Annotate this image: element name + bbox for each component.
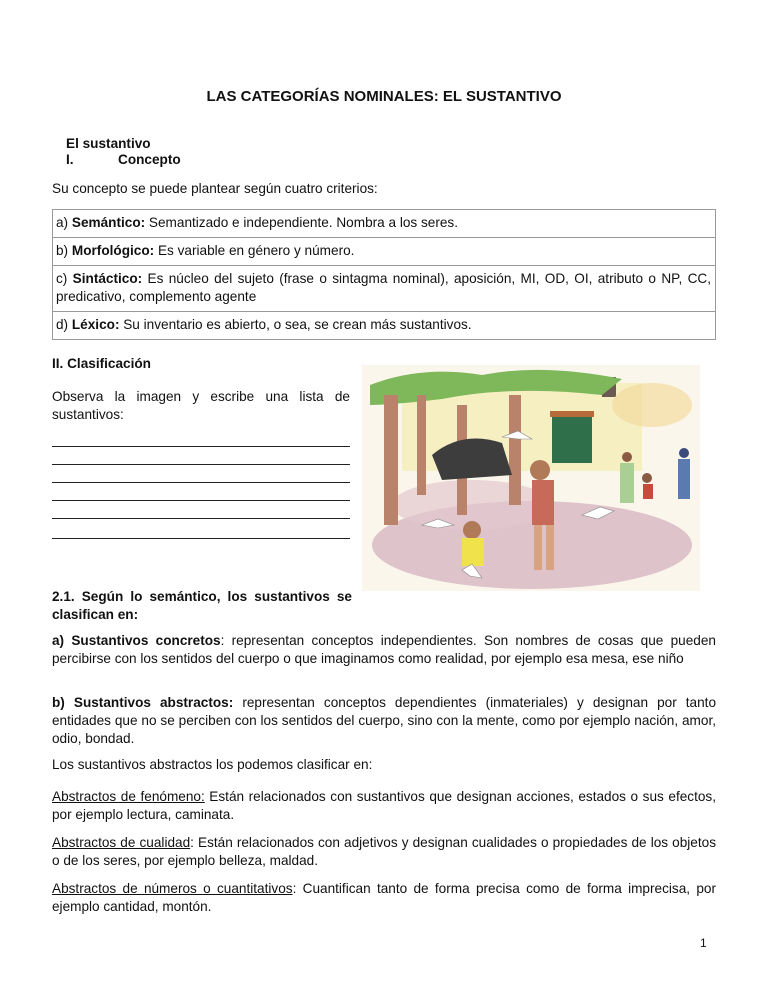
abstract-type-quality: Abstractos de cualidad: Están relacionados con adjetivos y designan cualidades o propiedades de los objetos o de los seres, por ejemplo belleza, maldad. [52, 835, 716, 868]
criterion-semantic: a) Semántico: Semantizado e independiente. Nombra a los seres. [53, 210, 716, 238]
abstract-nouns-paragraph: b) Sustantivos abstractos: representan conceptos dependientes (inmateriales) y designan por tanto entidades que no se perciben con los sentidos del cuerpo, sino con la mente, como por ejemplo nación, amor, odio, bondad. [52, 695, 717, 746]
concept-numeral: I. [66, 152, 74, 167]
answer-line[interactable] [52, 482, 350, 483]
answer-line[interactable] [52, 538, 350, 539]
answer-line[interactable] [52, 518, 350, 519]
classification-instruction: Observa la imagen y escribe una lista de sustantivos: [52, 389, 350, 422]
page-number: 1 [700, 936, 707, 950]
section-label: El sustantivo [66, 136, 151, 151]
criterion-morphological: b) Morfológico: Es variable en género y número. [53, 238, 716, 266]
table-row [53, 210, 716, 238]
abstract-type-phenomenon: Abstractos de fenómeno: Están relacionados con sustantivos que designan acciones, estados o sus efectos, por ejemplo lectura, caminata. [52, 789, 716, 822]
answer-line[interactable] [52, 500, 350, 501]
table-row [53, 238, 716, 266]
table-row [53, 312, 716, 340]
criterion-lexical: d) Léxico: Su inventario es abierto, o sea, se crean más sustantivos. [53, 312, 716, 340]
concept-heading: Concepto [118, 152, 181, 167]
answer-line[interactable] [52, 446, 350, 447]
table-row [53, 266, 716, 312]
intro-text: Su concepto se puede plantear según cuatro criterios: [52, 181, 378, 196]
criteria-table [52, 209, 716, 340]
classification-heading: II. Clasificación [52, 356, 151, 371]
abstract-intro: Los sustantivos abstractos los podemos clasificar en: [52, 757, 373, 772]
semantic-heading: 2.1. Según lo semántico, los sustantivos se clasifican en: [52, 589, 352, 622]
plaza-illustration [362, 365, 700, 591]
criterion-syntactic: c) Sintáctico: Es núcleo del sujeto (frase o sintagma nominal), aposición, MI, OD, OI, atributo o NP, CC, predicativo, complemento agente [53, 266, 716, 312]
concrete-nouns-paragraph: a) Sustantivos concretos: representan conceptos independientes. Son nombres de cosas que pueden percibirse con los sentidos del cuerpo o que imaginamos como realidad, por ejemplo esa mesa, ese niño [52, 633, 716, 666]
answer-line[interactable] [52, 464, 350, 465]
abstract-type-quantitative: Abstractos de números o cuantitativos: Cuantifican tanto de forma precisa como de forma imprecisa, por ejemplo cantidad, montón. [52, 881, 716, 914]
document-title: LAS CATEGORÍAS NOMINALES: EL SUSTANTIVO [206, 88, 562, 105]
